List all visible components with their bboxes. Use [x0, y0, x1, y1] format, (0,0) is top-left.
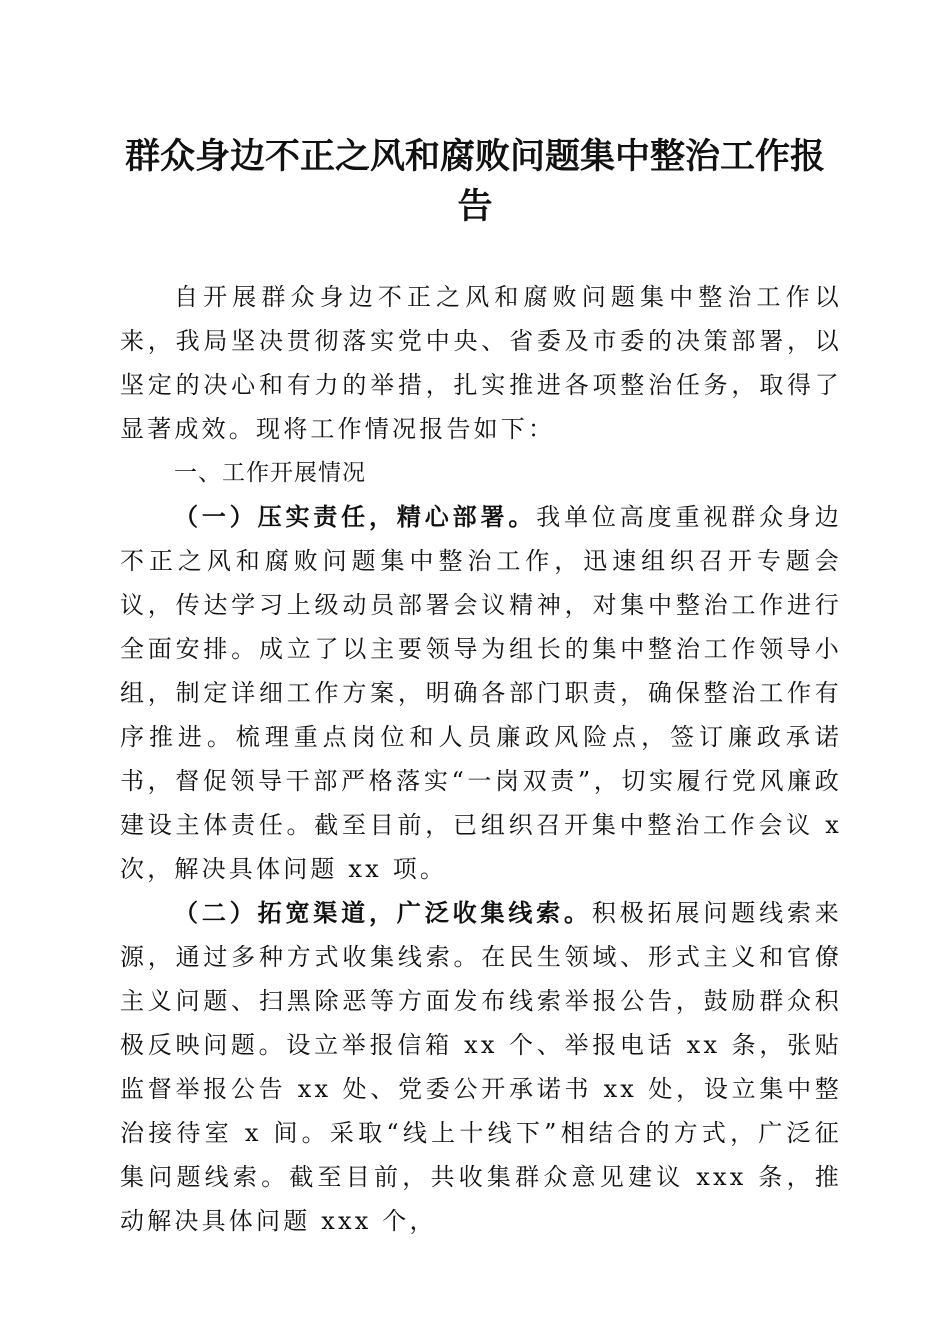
item-lead-1: （一）压实责任，精心部署。 [174, 502, 537, 531]
item-paragraph-1 [120, 495, 842, 891]
item-text-1: 我单位高度重视群众身边不正之风和腐败问题集中整治工作，迅速组织召开专题会议，传达学习上级动员部署会议精神，对集中整治工作进行全面安排。成立了以主要领导为组长的集中整治工作领导小组，制定详细工作方案，明确各部门职责，确保整治工作有序推进。梳理重点岗位和人员廉政风险点，签订廉政承诺书，督促领导干部严格落实“一岗双责”，切实履行党风廉政建设主体责任。截至目前，已组织召开集中整治工作会议 x 次，解决具体问题 xx 项。 [120, 503, 842, 883]
section-heading-1: 一、工作开展情况 [174, 460, 366, 486]
item-paragraph-2 [120, 891, 842, 1243]
intro-paragraph: 自开展群众身边不正之风和腐败问题集中整治工作以来，我局坚决贯彻落实党中央、省委及市委的决策部署，以坚定的决心和有力的举措，扎实推进各项整治任务，取得了显著成效。现将工作情况报告如下： [120, 283, 842, 443]
item-lead-2: （二）拓宽渠道，广泛收集线索。 [174, 898, 592, 927]
item-text-2: 积极拓展问题线索来源，通过多种方式收集线索。在民生领域、形式主义和官僚主义问题、扫黑除恶等方面发布线索举报公告，鼓励群众积极反映问题。设立举报信箱 xx 个、举报电话 xx 条，张贴监督举报公告 xx 处、党委公开承诺书 xx 处，设立集中整治接待室 x 间。采取“线上十线下”相结合的方式，广泛征集问题线索。截至目前，共收集群众意见建议 xxx 条，推动解决具体问题 xxx 个， [120, 899, 842, 1235]
document-title: 群众身边不正之风和腐败问题集中整治工作报告 [124, 136, 825, 227]
document-body [120, 275, 842, 1243]
